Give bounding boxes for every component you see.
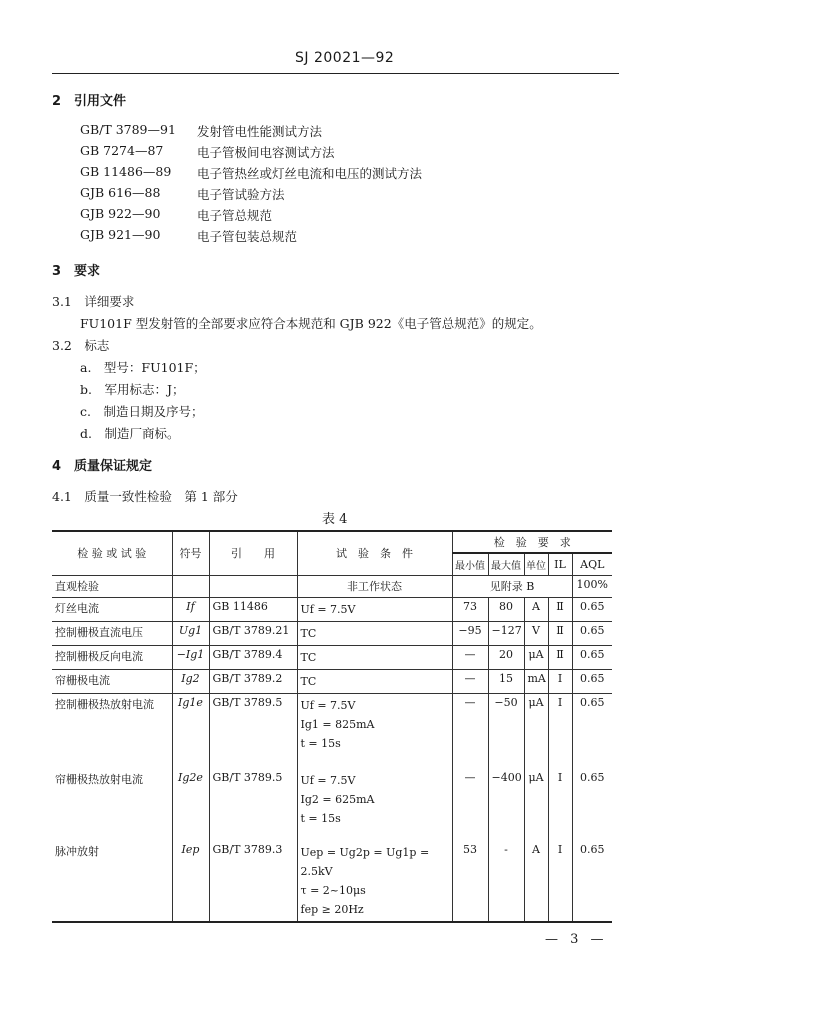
- section-4-1-heading: 4.1 质量一致性检验 第 1 部分: [52, 489, 238, 504]
- cell-test: 帘栅极热放射电流: [52, 769, 172, 841]
- table-row: [52, 621, 612, 645]
- cell-aql: 100%: [572, 575, 612, 597]
- standard-number-header: SJ 20021—92: [295, 50, 395, 66]
- cell-condition: t = 15s: [300, 812, 341, 825]
- cell-il: Ⅱ: [548, 621, 572, 645]
- cell-condition: Uf = 7.5V: [300, 698, 356, 712]
- cell-unit: A: [524, 597, 548, 621]
- cell-min: 73: [452, 597, 488, 621]
- header-conditions: 试 验 条 件: [297, 531, 452, 575]
- cell-aql: 0.65: [572, 669, 612, 693]
- cell-reference: GB/T 3789.5: [209, 769, 297, 841]
- cell-reference: GB/T 3789.5: [209, 693, 297, 769]
- reference-code: GB 7274—87: [80, 143, 164, 158]
- cell-max: −127: [488, 621, 524, 645]
- reference-title: 电子管总规范: [197, 208, 273, 223]
- header-symbol: 符号: [172, 531, 209, 575]
- section-3-1-heading: 3.1 详细要求: [52, 294, 135, 309]
- cell-test: 控制栅极直流电压: [52, 621, 172, 645]
- inspection-table: [52, 530, 612, 923]
- reference-code: GJB 921—90: [80, 227, 161, 242]
- cell-min: —: [452, 693, 488, 769]
- header-il: IL: [548, 553, 572, 575]
- section-3-1-text: FU101F 型发射管的全部要求应符合本规范和 GJB 922《电子管总规范》的规定。: [80, 316, 542, 331]
- cell-condition: Ig2 = 625mA: [300, 793, 375, 806]
- cell-symbol: Iep: [172, 841, 209, 922]
- cell-il: Ⅱ: [548, 645, 572, 669]
- table-row: [52, 769, 612, 841]
- cell-aql: 0.65: [572, 769, 612, 841]
- cell-test: 帘栅极电流: [52, 669, 172, 693]
- cell-min: −95: [452, 621, 488, 645]
- cell-unit: μA: [524, 645, 548, 669]
- cell-max: -: [488, 841, 524, 922]
- cell-reference: GB/T 3789.4: [209, 645, 297, 669]
- table-row: [52, 645, 612, 669]
- cell-il: Ⅰ: [548, 669, 572, 693]
- cell-symbol: −Ig1: [172, 645, 209, 669]
- cell-unit: mA: [524, 669, 548, 693]
- cell-il: Ⅰ: [548, 841, 572, 922]
- reference-title: 电子管极间电容测试方法: [197, 145, 335, 160]
- table-row: [52, 597, 612, 621]
- cell-symbol: Ug1: [172, 621, 209, 645]
- cell-reference: GB/T 3789.2: [209, 669, 297, 693]
- cell-il: Ⅱ: [548, 597, 572, 621]
- table-row: [52, 693, 612, 769]
- section-2-heading: 2 引用文件: [52, 94, 127, 109]
- reference-code: GB 11486—89: [80, 164, 172, 179]
- cell-reference: GB/T 3789.21: [209, 621, 297, 645]
- mark-item: b. 军用标志：J；: [80, 382, 185, 397]
- header-unit: 单位: [524, 553, 548, 575]
- cell-condition: Ig1 = 825mA: [300, 717, 375, 731]
- cell-condition: Uf = 7.5V: [300, 602, 356, 616]
- cell-aql: 0.65: [572, 645, 612, 669]
- header-test: 检 验 或 试 验: [52, 531, 172, 575]
- mark-item: d. 制造厂商标。: [80, 426, 180, 441]
- cell-reference: GB/T 3789.3: [209, 841, 297, 922]
- header-aql: AQL: [572, 553, 612, 575]
- cell-unit: A: [524, 841, 548, 922]
- table-caption: 表 4: [322, 512, 348, 527]
- cell-unit: μA: [524, 769, 548, 841]
- cell-test: 脉冲放射: [52, 841, 172, 922]
- cell-min: —: [452, 669, 488, 693]
- cell-aql: 0.65: [572, 693, 612, 769]
- header-requirements: 检 验 要 求: [452, 531, 612, 553]
- reference-code: GJB 922—90: [80, 206, 161, 221]
- header-rule: [52, 73, 619, 74]
- cell-test: 控制栅极反向电流: [52, 645, 172, 669]
- section-4-heading: 4 质量保证规定: [52, 459, 153, 474]
- section-3-2-heading: 3.2 标志: [52, 338, 110, 353]
- reference-title: 电子管试验方法: [197, 187, 285, 202]
- header-min: 最小值: [452, 553, 488, 575]
- cell-max: 20: [488, 645, 524, 669]
- reference-code: GJB 616—88: [80, 185, 161, 200]
- page-number: — 3 —: [545, 932, 608, 947]
- cell-condition: fep ≥ 20Hz: [300, 903, 364, 916]
- cell-unit: V: [524, 621, 548, 645]
- cell-max: −400: [488, 769, 524, 841]
- cell-test: 直观检验: [52, 575, 172, 597]
- cell-condition: Uep = Ug2p = Ug1p = 2.5kV: [300, 846, 430, 878]
- reference-code: GB/T 3789—91: [80, 122, 176, 137]
- table-row: [52, 841, 612, 922]
- mark-item: c. 制造日期及序号；: [80, 404, 204, 419]
- cell-test: 灯丝电流: [52, 597, 172, 621]
- cell-min: —: [452, 645, 488, 669]
- cell-max: 15: [488, 669, 524, 693]
- cell-symbol: If: [172, 597, 209, 621]
- cell-il: Ⅰ: [548, 693, 572, 769]
- cell-condition: TC: [300, 626, 317, 640]
- cell-requirement: 见附录 B: [452, 575, 572, 597]
- cell-symbol: Ig2e: [172, 769, 209, 841]
- header-reference: 引 用: [209, 531, 297, 575]
- reference-title: 电子管热丝或灯丝电流和电压的测试方法: [197, 166, 423, 181]
- table-row: [52, 575, 612, 597]
- cell-unit: μA: [524, 693, 548, 769]
- cell-max: −50: [488, 693, 524, 769]
- reference-title: 发射管电性能测试方法: [197, 124, 323, 139]
- table-row: [52, 669, 612, 693]
- cell-condition: τ = 2~10μs: [300, 884, 366, 897]
- mark-item: a. 型号：FU101F；: [80, 360, 206, 375]
- cell-symbol: Ig2: [172, 669, 209, 693]
- cell-aql: 0.65: [572, 841, 612, 922]
- cell-min: —: [452, 769, 488, 841]
- cell-condition: TC: [300, 650, 317, 664]
- cell-aql: 0.65: [572, 621, 612, 645]
- cell-condition: 非工作状态: [297, 575, 452, 597]
- cell-min: 53: [452, 841, 488, 922]
- section-3-heading: 3 要求: [52, 264, 101, 279]
- cell-il: Ⅰ: [548, 769, 572, 841]
- cell-reference: GB 11486: [209, 597, 297, 621]
- cell-condition: t = 15s: [300, 736, 341, 750]
- cell-test: 控制栅极热放射电流: [52, 693, 172, 769]
- cell-aql: 0.65: [572, 597, 612, 621]
- cell-symbol: Ig1e: [172, 693, 209, 769]
- cell-condition: TC: [300, 674, 317, 688]
- header-max: 最大值: [488, 553, 524, 575]
- cell-condition: Uf = 7.5V: [300, 774, 356, 787]
- cell-max: 80: [488, 597, 524, 621]
- reference-title: 电子管包装总规范: [197, 229, 298, 244]
